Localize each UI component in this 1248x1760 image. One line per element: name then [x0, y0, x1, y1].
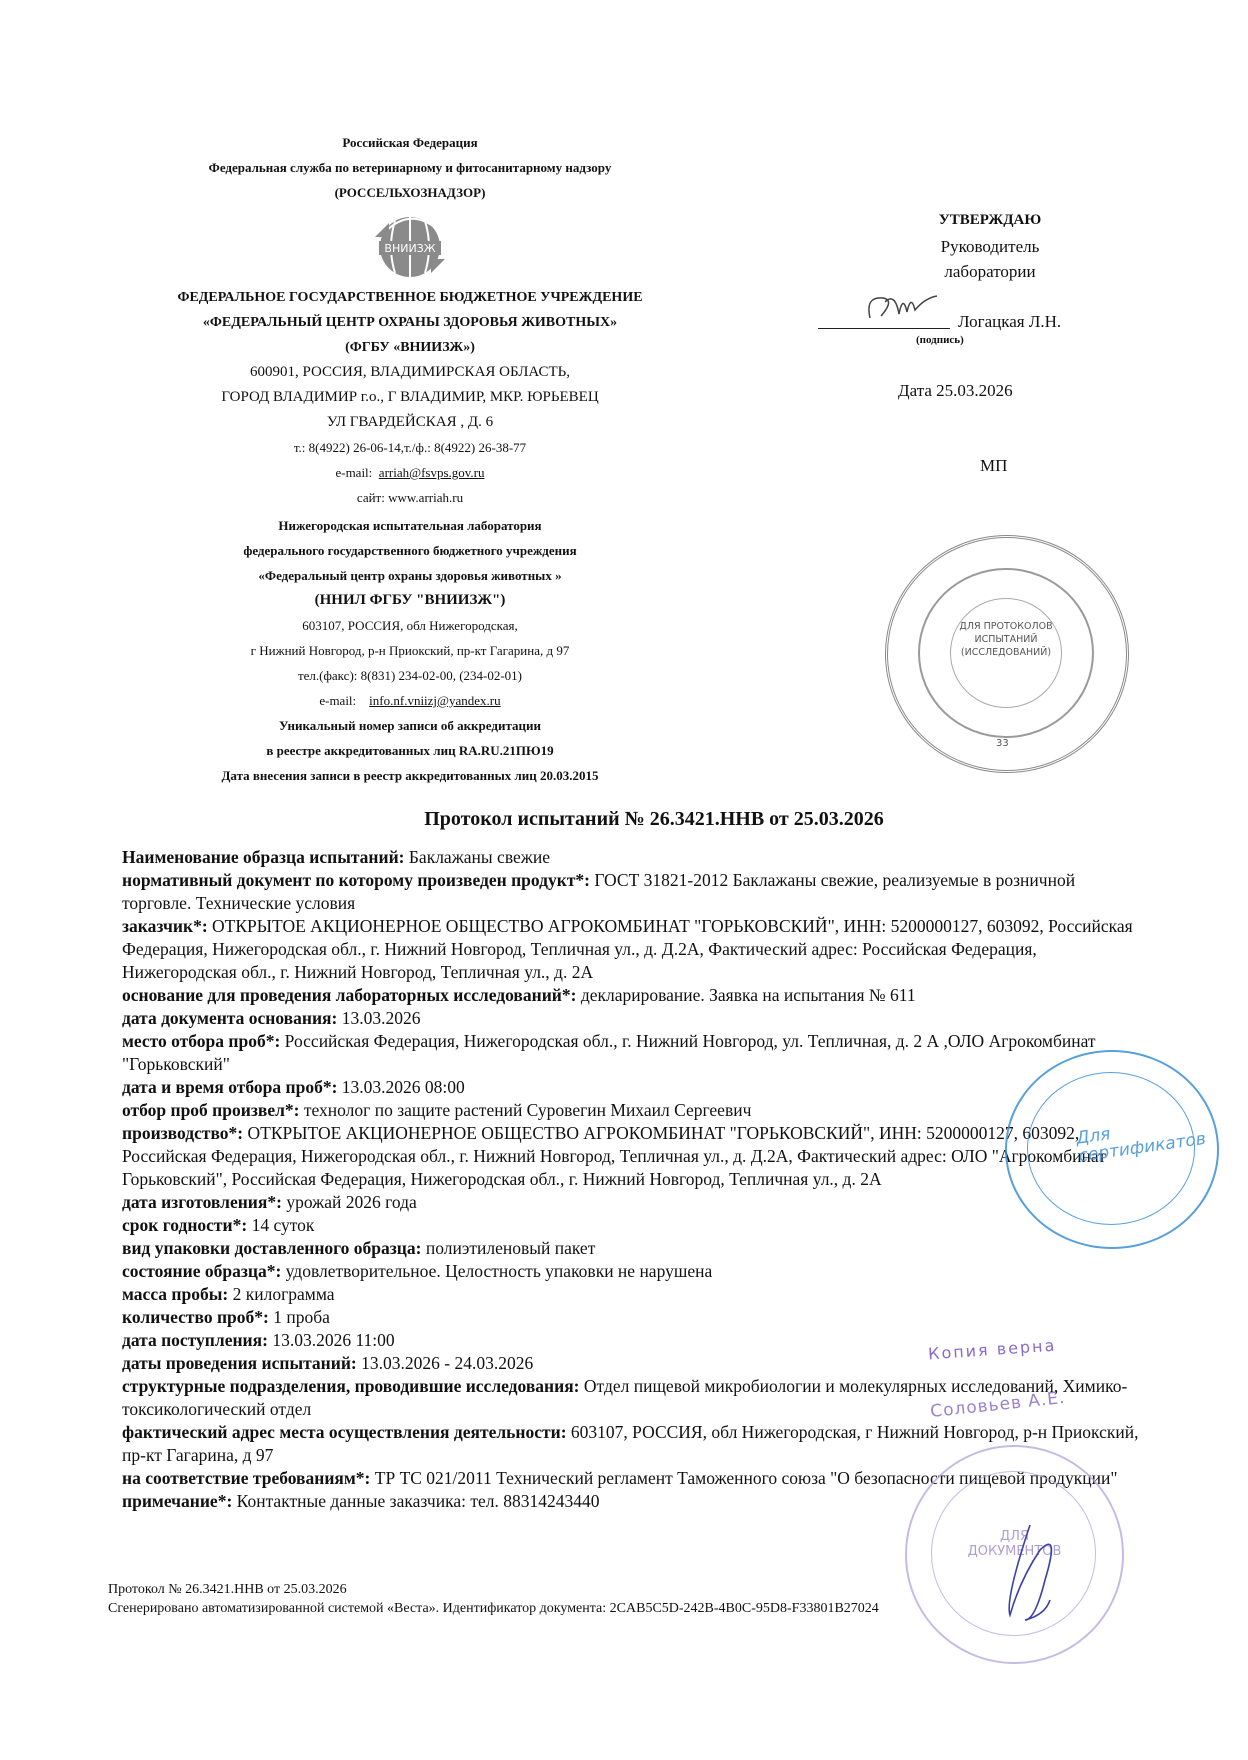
field-label: нормативный документ по которому произведен продукт*:: [122, 870, 590, 890]
field-row: [122, 1076, 1147, 1099]
globe-logo-icon: [365, 207, 455, 285]
field-value: Баклажаны свежие: [404, 847, 550, 867]
field-label: дата и время отбора проб*:: [122, 1077, 338, 1097]
handwritten-signature: [855, 288, 945, 330]
field-value: 13.03.2026 11:00: [267, 1330, 395, 1350]
field-value: декларирование. Заявка на испытания № 611: [576, 985, 916, 1005]
field-label: Наименование образца испытаний:: [122, 847, 405, 867]
field-row: [122, 1283, 1147, 1306]
field-row: [122, 1306, 1147, 1329]
approval-date: Дата 25.03.2026: [898, 381, 1013, 400]
field-value: урожай 2026 года: [281, 1192, 417, 1212]
field-row: [122, 1122, 1147, 1191]
field-row: [122, 1260, 1147, 1283]
field-label: дата изготовления*:: [122, 1192, 282, 1212]
field-row: [122, 915, 1147, 984]
field-label: вид упаковки доставленного образца:: [122, 1238, 422, 1258]
lab-name-2: федерального государственного бюджетного учреждения: [243, 543, 577, 558]
field-label: основание для проведения лабораторных исследований*:: [122, 985, 577, 1005]
email-label: e-mail:: [335, 465, 373, 480]
field-value: технолог по защите растений Суровегин Михаил Сергеевич: [299, 1100, 752, 1120]
field-value: ТР ТС 021/2011 Технический регламент Таможенного союза "О безопасности пищевой продукции": [370, 1468, 1118, 1488]
field-row: [122, 869, 1147, 915]
field-value: 603107, РОССИЯ, обл Нижегородская, г Нижний Новгород, р-н Приокский, пр-кт Гагарина, д 97: [122, 1422, 1139, 1465]
field-label: состояние образца*:: [122, 1261, 282, 1281]
vniizh-logo: [110, 205, 710, 285]
footer-protocol-ref: Протокол № 26.3421.ННВ от 25.03.2026: [108, 1582, 347, 1597]
service-name: Федеральная служба по ветеринарному и фитосанитарному надзору: [208, 160, 612, 175]
signature-line: [818, 328, 950, 329]
lab-seal-number: 33: [996, 738, 1009, 749]
protocol-title: Протокол испытаний № 26.3421.ННВ от 25.03.2026: [424, 808, 884, 830]
org-email-row: [110, 460, 710, 485]
field-value: Отдел пищевой микробиологии и молекулярных исследований, Химико-токсикологический отдел: [122, 1376, 1128, 1419]
accreditation-2: в реестре аккредитованных лиц RA.RU.21ПЮ19: [266, 743, 554, 758]
lab-abbr: (ННИЛ ФГБУ "ВНИИЗЖ"): [314, 592, 506, 608]
field-value: полиэтиленовый пакет: [421, 1238, 596, 1258]
field-value: 1 проба: [268, 1307, 330, 1327]
field-label: количество проб*:: [122, 1307, 269, 1327]
approval-role-2: лаборатории: [944, 262, 1036, 281]
approval-role-1: Руководитель: [940, 237, 1040, 256]
org-phone: т.: 8(4922) 26-06-14,т./ф.: 8(4922) 26-38-77: [293, 440, 527, 455]
field-label: место отбора проб*:: [122, 1031, 281, 1051]
field-label: структурные подразделения, проводившие исследования:: [122, 1376, 580, 1396]
country: Российская Федерация: [342, 135, 478, 150]
field-value: ОТКРЫТОЕ АКЦИОНЕРНОЕ ОБЩЕСТВО АГРОКОМБИНАТ "ГОРЬКОВСКИЙ", ИНН: 5200000127, 603092, Российская Федерация, Нижегородская обл., г. Нижний Новгород, Тепличная ул., д. Д.2А, Фактический адрес: Российская Федерация, Нижегородская обл., г. Нижний Новгород, Тепличная ул., д. 2А: [122, 916, 1133, 982]
field-value: 13.03.2026: [337, 1008, 421, 1028]
signature-caption: (подпись): [916, 334, 964, 346]
field-label: производство*:: [122, 1123, 244, 1143]
copy-verifier-name: Соловьев А.Е.: [929, 1387, 1067, 1423]
org-address-1: 600901, РОССИЯ, ВЛАДИМИРСКАЯ ОБЛАСТЬ,: [249, 364, 571, 380]
field-value: 13.03.2026 08:00: [337, 1077, 465, 1097]
field-row: [122, 1099, 1147, 1122]
lab-name-3: «Федеральный центр охраны здоровья животных »: [258, 568, 562, 583]
blue-stamp-text: Для сертификатов: [1074, 1124, 1208, 1167]
field-row: [122, 1237, 1147, 1260]
field-row: [122, 1030, 1147, 1076]
field-value: удовлетворительное. Целостность упаковки не нарушена: [281, 1261, 713, 1281]
lab-seal-text: ДЛЯ ПРОТОКОЛОВ ИСПЫТАНИЙ (ИССЛЕДОВАНИЙ): [959, 621, 1053, 658]
field-label: масса пробы:: [122, 1284, 229, 1304]
lab-email-link[interactable]: info.nf.vniizj@yandex.ru: [369, 693, 501, 708]
org-email-link[interactable]: arriah@fsvps.gov.ru: [378, 465, 485, 480]
field-label: фактический адрес места осуществления деятельности:: [122, 1422, 567, 1442]
field-row: [122, 846, 1147, 869]
service-abbr: (РОССЕЛЬХОЗНАДЗОР): [334, 185, 486, 200]
org-address-2: ГОРОД ВЛАДИМИР г.о., Г ВЛАДИМИР, МКР. ЮРЬЕВЕЦ: [221, 389, 599, 405]
field-row: [122, 1214, 1147, 1237]
field-value: Контактные данные заказчика: тел. 88314243440: [232, 1491, 600, 1511]
org-site: сайт: www.arriah.ru: [356, 490, 464, 505]
blue-certificate-stamp: [1005, 1050, 1219, 1249]
field-label: дата документа основания:: [122, 1008, 338, 1028]
org-abbr: (ФГБУ «ВНИИЗЖ»): [345, 340, 475, 355]
accreditation-date: Дата внесения записи в реестр аккредитованных лиц 20.03.2015: [221, 768, 599, 783]
field-value: Российская Федерация, Нижегородская обл., г. Нижний Новгород, ул. Тепличная, д. 2 А ,ОЛО Агрокомбинат "Горьковский": [122, 1031, 1096, 1074]
lab-email-label: e-mail:: [319, 693, 357, 708]
field-label: примечание*:: [122, 1491, 233, 1511]
purple-stamp-text: ДЛЯ ДОКУМЕНТОВ: [967, 1529, 1062, 1559]
lab-phone: тел.(факс): 8(831) 234-02-00, (234-02-01): [297, 668, 523, 683]
field-value: ГОСТ 31821-2012 Баклажаны свежие, реализуемые в розничной торговле. Технические условия: [122, 870, 1076, 913]
org-name-2: «ФЕДЕРАЛЬНЫЙ ЦЕНТР ОХРАНЫ ЗДОРОВЬЯ ЖИВОТНЫХ»: [202, 315, 618, 330]
copy-verified-mark: Копия верна: [927, 1335, 1057, 1364]
field-label: даты проведения испытаний:: [122, 1353, 357, 1373]
field-label: дата поступления:: [122, 1330, 268, 1350]
field-label: заказчик*:: [122, 916, 208, 936]
field-label: на соответствие требованиям*:: [122, 1468, 371, 1488]
field-value: 13.03.2026 - 24.03.2026: [356, 1353, 534, 1373]
org-name-1: ФЕДЕРАЛЬНОЕ ГОСУДАРСТВЕННОЕ БЮДЖЕТНОЕ УЧРЕЖДЕНИЕ: [177, 290, 643, 305]
approver-name: Логацкая Л.Н.: [958, 312, 1062, 331]
lab-address-1: 603107, РОССИЯ, обл Нижегородская,: [302, 618, 518, 633]
lab-name-1: Нижегородская испытательная лаборатория: [278, 518, 542, 533]
lab-seal-stamp: [885, 535, 1129, 773]
footer-generated-id: Сгенерировано автоматизированной системой «Веста». Идентификатор документа: 2CAB5C5D-242B-4B0C-95D8-F33801B27024: [108, 1601, 879, 1616]
approval-title: УТВЕРЖДАЮ: [938, 212, 1042, 228]
lab-address-2: г Нижний Новгород, р-н Приокский, пр-кт Гагарина, д 97: [250, 643, 570, 658]
field-value: 14 суток: [247, 1215, 315, 1235]
field-value: ОТКРЫТОЕ АКЦИОНЕРНОЕ ОБЩЕСТВО АГРОКОМБИНАТ "ГОРЬКОВСКИЙ", ИНН: 5200000127, 603092, Российская Федерация, Нижегородская обл., г. Нижний Новгород, Тепличная ул., д. Д.2А, Фактический адрес: ОЛО "Агрокомбинат Горьковский", Российская Федерация, Нижегородская обл., г. Нижний Новгород, Тепличная ул., д. 2А: [122, 1123, 1106, 1189]
seal-mark: МП: [980, 456, 1008, 475]
field-row: [122, 1191, 1147, 1214]
org-address-3: УЛ ГВАРДЕЙСКАЯ , Д. 6: [326, 414, 494, 430]
field-label: срок годности*:: [122, 1215, 248, 1235]
field-label: отбор проб произвел*:: [122, 1100, 300, 1120]
field-value: 2 килограмма: [228, 1284, 335, 1304]
accreditation-1: Уникальный номер записи об аккредитации: [279, 718, 541, 733]
letterhead: [110, 130, 710, 788]
field-row: [122, 1007, 1147, 1030]
logo-text: ВНИИЗЖ: [384, 242, 436, 255]
field-row: [122, 984, 1147, 1007]
lab-email-row: [110, 688, 710, 713]
handwritten-signature-2: [1000, 1520, 1070, 1630]
